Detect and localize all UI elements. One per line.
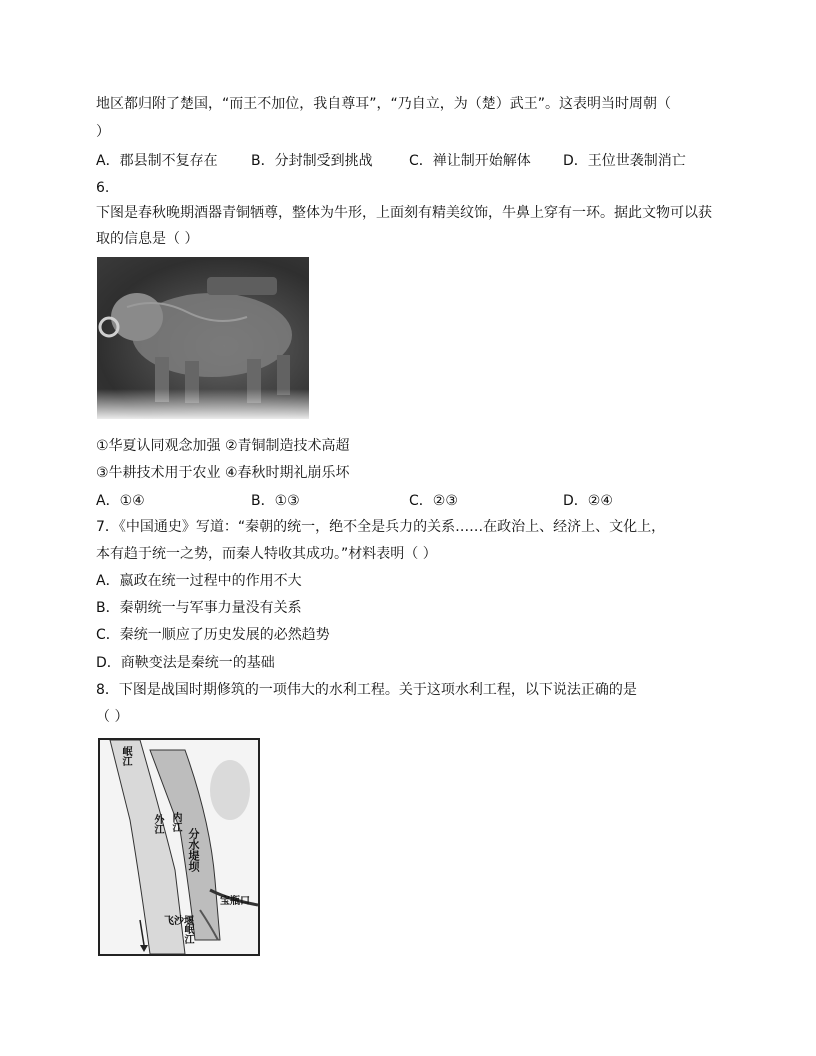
q6-option-b[interactable]: B．①③ (251, 493, 300, 509)
q6-statements-line1: ①华夏认同观念加强 ②青铜制造技术高超 (96, 438, 350, 454)
q7-option-c[interactable]: C．秦统一顺应了历史发展的必然趋势 (96, 627, 330, 643)
q6-statements-line2: ③牛耕技术用于农业 ④春秋时期礼崩乐坏 (96, 465, 350, 481)
q8-stem-line1: 8．下图是战国时期修筑的一项伟大的水利工程。关于这项水利工程，以下说法正确的是 (96, 682, 637, 698)
map-label-fenshui: 分水堤坝 (187, 828, 200, 872)
map-label-feishayan: 飞沙堰 (164, 916, 194, 927)
map-label-neijiang: 内江 (170, 812, 181, 832)
map-label-minjiang: 岷江 (120, 746, 131, 766)
map-label-waijiang: 外江 (152, 814, 163, 834)
q5-option-a[interactable]: A．郡县制不复存在 (96, 153, 218, 169)
q5-option-d[interactable]: D．王位世袭制消亡 (563, 153, 686, 169)
q8-stem-line2: （ ） (96, 709, 129, 725)
q5-stem-line2: ） (96, 124, 110, 140)
q5-stem-line1: 地区都归附了楚国，“而王不加位，我自尊耳”，“乃自立，为（楚）武王”。这表明当时周朝（ (96, 96, 672, 112)
q6-stem-line2: 取的信息是（ ） (96, 231, 199, 247)
bronze-ox-vessel-photo (97, 257, 309, 419)
q6-option-a[interactable]: A．①④ (96, 493, 145, 509)
q6-option-d[interactable]: D．②④ (563, 493, 613, 509)
dujiangyan-map (98, 738, 260, 956)
q7-stem-line2: 本有趋于统一之势，而秦人特收其成功。”材料表明（ ） (96, 546, 437, 562)
bronze-ox-icon (97, 257, 309, 419)
q6-number: 6. (96, 180, 110, 196)
q7-option-d[interactable]: D．商鞅变法是秦统一的基础 (96, 655, 275, 671)
map-label-baopingkou: 宝瓶口 (220, 896, 250, 907)
q7-stem-line1: 7．《中国通史》写道：“秦朝的统一，绝不全是兵力的关系……在政治上、经济上、文化上， (96, 519, 666, 535)
q5-option-c[interactable]: C．禅让制开始解体 (409, 153, 531, 169)
q7-option-b[interactable]: B．秦朝统一与军事力量没有关系 (96, 600, 302, 616)
q7-option-a[interactable]: A．嬴政在统一过程中的作用不大 (96, 573, 302, 589)
map-label-bottom: 岷江 (182, 924, 193, 944)
q6-option-c[interactable]: C．②③ (409, 493, 458, 509)
q6-stem-line1: 下图是春秋晚期酒器青铜牺尊，整体为牛形，上面刻有精美纹饰，牛鼻上穿有一环。据此文物可以获 (96, 205, 712, 221)
q5-option-b[interactable]: B．分封制受到挑战 (251, 153, 373, 169)
